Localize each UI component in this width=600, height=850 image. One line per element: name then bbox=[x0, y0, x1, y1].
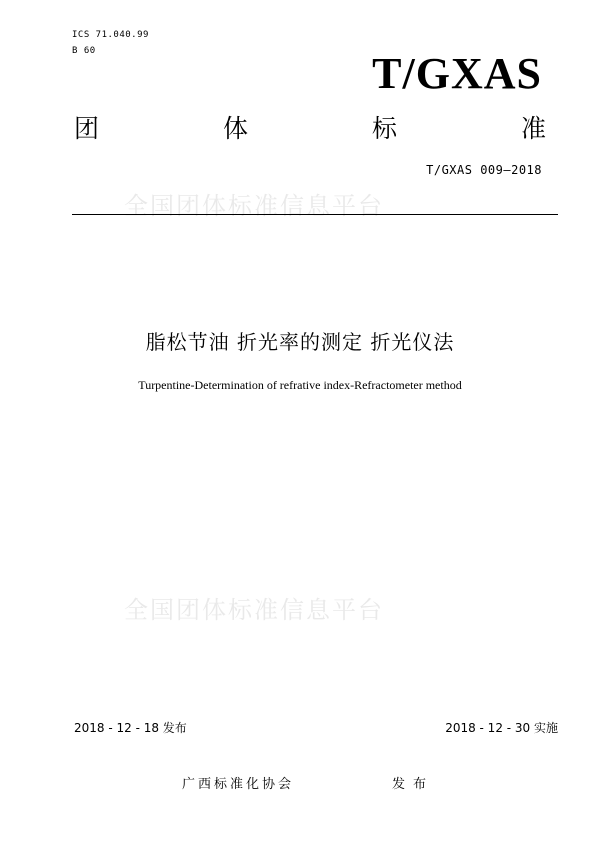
publish-label: 发布 bbox=[392, 777, 435, 792]
standard-type-char: 体 bbox=[222, 114, 248, 143]
ccs-code: B 60 bbox=[72, 46, 96, 56]
watermark: 全国团体标准信息平台 bbox=[124, 596, 384, 624]
standard-number: T/GXAS 009—2018 bbox=[426, 163, 542, 177]
standard-type-char: 准 bbox=[520, 114, 546, 143]
implement-date: 2018 - 12 - 30 实施 bbox=[445, 721, 558, 735]
organization-code: T/GXAS bbox=[372, 49, 542, 98]
standard-type-char: 团 bbox=[74, 114, 100, 143]
watermark: 全国团体标准信息平台 bbox=[124, 192, 384, 220]
publisher-name: 广西标准化协会 bbox=[182, 777, 295, 792]
title-chinese: 脂松节油 折光率的测定 折光仪法 bbox=[145, 330, 455, 354]
ics-code: ICS 71.040.99 bbox=[72, 30, 149, 40]
publish-date: 2018 - 12 - 18 发布 bbox=[74, 721, 187, 735]
standard-type bbox=[74, 116, 546, 141]
standard-type-char: 标 bbox=[371, 114, 397, 143]
header-divider bbox=[72, 214, 558, 215]
title-english: Turpentine-Determination of refrative index-Refractometer method bbox=[138, 378, 462, 392]
